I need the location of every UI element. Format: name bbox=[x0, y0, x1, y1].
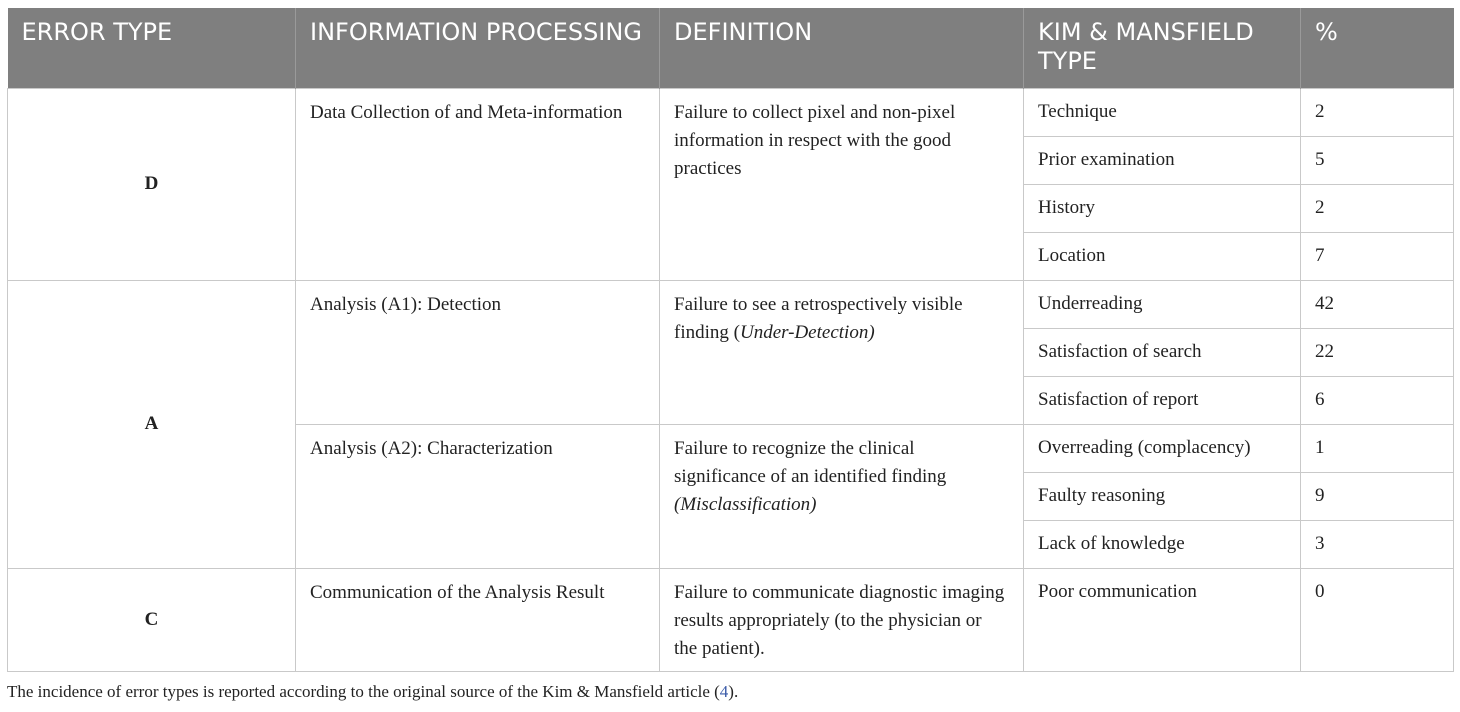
table-body bbox=[8, 88, 1454, 671]
error-type-cell: D bbox=[8, 88, 296, 280]
error-type-cell: C bbox=[8, 568, 296, 671]
processing-cell: Analysis (A1): Detection bbox=[296, 280, 660, 424]
table-footnote bbox=[7, 682, 738, 702]
header-kim-mansfield-type: KIM & MANSFIELD TYPE bbox=[1024, 8, 1301, 88]
definition-cell: Failure to communicate diagnostic imaging results appropriately (to the physician or the patient). bbox=[660, 568, 1024, 671]
percent-cell: 2 bbox=[1301, 184, 1454, 232]
table-row bbox=[8, 280, 1454, 328]
table-row bbox=[8, 88, 1454, 136]
kim-type-cell: Lack of knowledge bbox=[1024, 520, 1301, 568]
kim-type-cell: Satisfaction of search bbox=[1024, 328, 1301, 376]
header-information-processing: INFORMATION PROCESSING bbox=[296, 8, 660, 88]
percent-cell: 5 bbox=[1301, 136, 1454, 184]
error-types-table-container bbox=[7, 8, 1453, 672]
percent-cell: 0 bbox=[1301, 568, 1454, 671]
error-types-table bbox=[7, 8, 1454, 672]
definition-cell bbox=[660, 280, 1024, 424]
processing-cell: Analysis (A2): Characterization bbox=[296, 424, 660, 568]
footnote-text: The incidence of error types is reported according to the original source of the Kim & Mansfield article ( bbox=[7, 682, 720, 701]
kim-type-cell: Overreading (complacency) bbox=[1024, 424, 1301, 472]
footnote-reference-link[interactable]: 4 bbox=[719, 682, 729, 701]
percent-cell: 22 bbox=[1301, 328, 1454, 376]
kim-type-cell: Prior examination bbox=[1024, 136, 1301, 184]
kim-type-cell: Satisfaction of report bbox=[1024, 376, 1301, 424]
definition-text: Failure to recognize the clinical significance of an identified finding bbox=[674, 437, 947, 487]
table-header bbox=[8, 8, 1454, 88]
definition-cell: Failure to collect pixel and non-pixel information in respect with the good practices bbox=[660, 88, 1024, 280]
kim-type-cell: Technique bbox=[1024, 88, 1301, 136]
header-percent: % bbox=[1301, 8, 1454, 88]
percent-cell: 1 bbox=[1301, 424, 1454, 472]
percent-cell: 6 bbox=[1301, 376, 1454, 424]
kim-type-cell: History bbox=[1024, 184, 1301, 232]
processing-cell: Data Collection of and Meta-information bbox=[296, 88, 660, 280]
kim-type-cell: Faulty reasoning bbox=[1024, 472, 1301, 520]
kim-type-cell: Poor communication bbox=[1024, 568, 1301, 671]
definition-emphasis: (Misclassification) bbox=[674, 493, 817, 515]
kim-type-cell: Underreading bbox=[1024, 280, 1301, 328]
percent-cell: 3 bbox=[1301, 520, 1454, 568]
definition-emphasis: Under-Detection) bbox=[739, 321, 875, 343]
percent-cell: 9 bbox=[1301, 472, 1454, 520]
header-error-type: ERROR TYPE bbox=[8, 8, 296, 88]
error-type-cell: A bbox=[8, 280, 296, 568]
percent-cell: 2 bbox=[1301, 88, 1454, 136]
percent-cell: 42 bbox=[1301, 280, 1454, 328]
definition-cell bbox=[660, 424, 1024, 568]
processing-cell: Communication of the Analysis Result bbox=[296, 568, 660, 671]
kim-type-cell: Location bbox=[1024, 232, 1301, 280]
header-row bbox=[8, 8, 1454, 88]
table-row bbox=[8, 568, 1454, 671]
header-definition: DEFINITION bbox=[660, 8, 1024, 88]
footnote-text-end: ). bbox=[728, 682, 739, 701]
definition-text: Failure to see a retrospectively visible finding ( bbox=[674, 293, 963, 343]
percent-cell: 7 bbox=[1301, 232, 1454, 280]
